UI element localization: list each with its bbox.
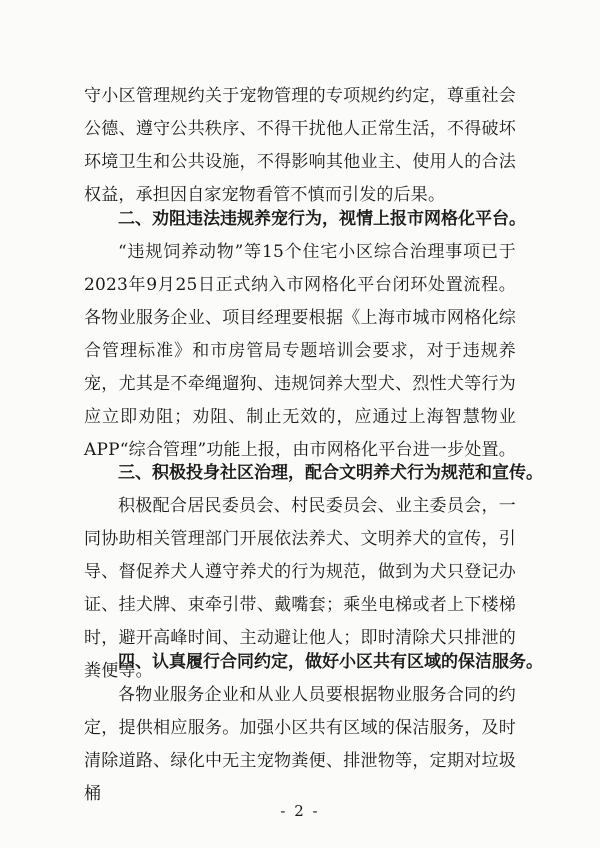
paragraph-3: 积极配合居民委员会、村民委员会、业主委员会，一同协助相关管理部门开展依法养犬、文明养犬的宣传，引导、督促养犬人遵守养犬的行为规范，做到为犬只登记办证、挂犬牌、束牵引带、戴嘴套；乘坐电梯或者上下楼梯时，避开高峰时间、主动避让他人；即时清除犬只排泄的粪便等。 <box>84 496 516 681</box>
section-heading-3: 三、积极投身社区治理，配合文明养犬行为规范和宣传。 <box>118 463 543 483</box>
paragraph-1: 守小区管理规约关于宠物管理的专项规约约定，尊重社会公德、遵守公共秩序、不得干扰他人正常生活，不得破坏环境卫生和公共设施，不得影响其他业主、使用人的合法权益，承担因自家宠物看管不慎而引发的后果。 <box>84 86 516 205</box>
section-heading-4: 四、认真履行合同约定，做好小区共有区域的保洁服务。 <box>118 652 543 672</box>
page-number: - 2 - <box>280 802 320 820</box>
paragraph-4: 各物业服务企业和从业人员要根据物业服务合同的约定，提供相应服务。加强小区共有区域的保洁服务，及时清除道路、绿化中无主宠物粪便、排泄物等，定期对垃圾桶 <box>84 685 516 804</box>
section-heading-2: 二、劝阻违法违规养宠行为，视情上报市网格化平台。 <box>118 209 526 229</box>
paragraph-2: “违规饲养动物”等15个住宅小区综合治理事项已于2023年9月25日正式纳入市网格化平台闭环处置流程。各物业服务企业、项目经理要根据《上海市城市网格化综合管理标准》和市房管局专题培训会要求，对于违规养宠，尤其是不牵绳遛狗、违规饲养大型犬、烈性犬等行为应立即劝阻；劝阻、制止无效的，应通过上海智慧物业APP“综合管理”功能上报，由市网格化平台进一步处置。 <box>84 242 516 460</box>
